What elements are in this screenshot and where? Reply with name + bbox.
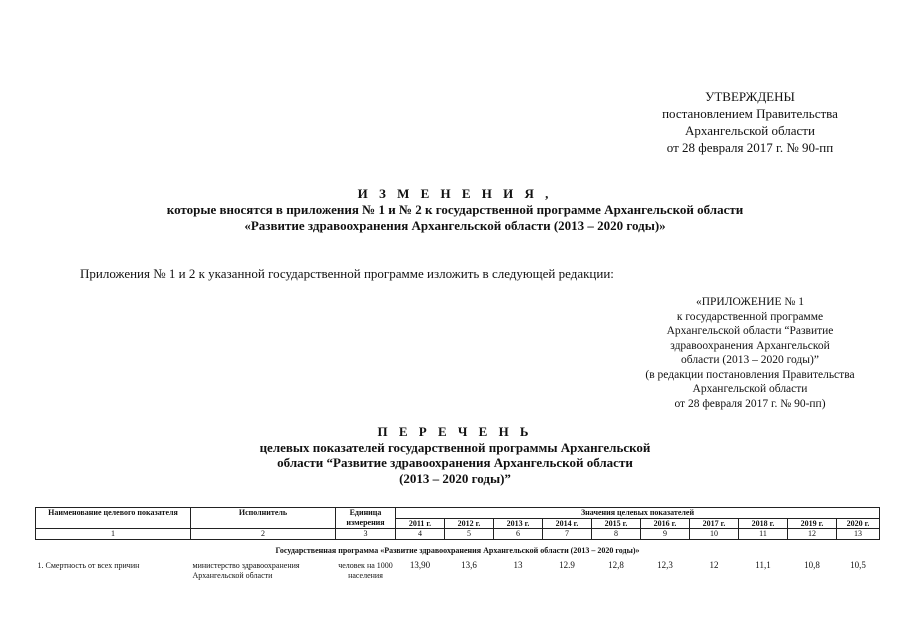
changes-subtitle-line: «Развитие здравоохранения Архангельской области (2013 – 2020 годы)»	[244, 218, 666, 233]
appendix-line: области (2013 – 2020 годы)”	[681, 354, 819, 366]
row-executor: министерство здравоохранения Архангельской области	[192, 561, 300, 580]
list-subtitle-line: целевых показателей государственной программы Архангельской	[259, 439, 651, 455]
header-values-group: Значения целевых показателей	[396, 508, 880, 519]
row-value: 13	[513, 560, 523, 570]
row-value: 12,8	[608, 560, 624, 570]
row-name: 1. Смертность от всех причин	[37, 561, 140, 570]
appendix-line: Архангельской области	[692, 383, 808, 395]
row-value: 12	[709, 560, 719, 570]
column-number: 5	[445, 529, 494, 540]
column-number: 13	[837, 529, 880, 540]
approval-title: УТВЕРЖДЕНЫ	[705, 89, 795, 104]
column-number: 7	[543, 529, 592, 540]
appendix-line: «ПРИЛОЖЕНИЕ № 1	[695, 296, 804, 308]
appendix-block	[600, 295, 900, 411]
indicators-table	[35, 507, 880, 580]
section-row	[36, 539, 880, 559]
appendix-line: здравоохранения Архангельской	[670, 339, 830, 352]
column-number: 4	[396, 529, 445, 540]
header-year: 2015 г.	[592, 518, 641, 529]
approval-line: постановлением Правительства	[662, 106, 838, 121]
header-year: 2018 г.	[739, 518, 788, 529]
appendix-line: к государственной программе	[676, 310, 824, 323]
header-year: 2014 г.	[543, 518, 592, 529]
section-title: Государственная программа «Развитие здравоохранения Архангельской области (2013 – 2020 годы)»	[275, 545, 640, 555]
header-year: 2019 г.	[788, 518, 837, 529]
column-number: 3	[336, 529, 396, 540]
header-name: Наименование целевого показателя	[36, 508, 191, 529]
column-number: 2	[191, 529, 336, 540]
header-unit: Единица измерения	[336, 508, 396, 529]
row-value: 12,3	[657, 560, 673, 570]
row-value: 11,1	[755, 560, 771, 570]
header-year: 2016 г.	[641, 518, 690, 529]
row-value: 13,6	[461, 560, 477, 570]
appendix-line: Архангельской области “Развитие	[666, 325, 834, 337]
column-number: 9	[641, 529, 690, 540]
column-number: 6	[494, 529, 543, 540]
table-row	[36, 559, 880, 580]
list-subtitle-line: (2013 – 2020 годы)”	[399, 470, 511, 486]
row-unit: человек на 1000 населения	[338, 561, 393, 580]
list-heading: П Е Р Е Ч Е Н Ь	[377, 424, 533, 439]
column-number: 12	[788, 529, 837, 540]
row-value: 12.9	[559, 560, 575, 570]
appendix-line: от 28 февраля 2017 г. № 90-пп)	[674, 397, 826, 410]
header-year: 2017 г.	[690, 518, 739, 529]
column-number: 11	[739, 529, 788, 540]
header-year: 2013 г.	[494, 518, 543, 529]
list-heading-block	[60, 424, 850, 486]
column-number: 8	[592, 529, 641, 540]
approval-line: Архангельской области	[685, 123, 815, 138]
header-executor: Исполнитель	[191, 508, 336, 529]
changes-subtitle-line: которые вносятся в приложения № 1 и № 2 к государственной программе Архангельской области	[166, 202, 744, 217]
list-subtitle-line: области “Развитие здравоохранения Архангельской области	[277, 455, 633, 470]
column-number: 10	[690, 529, 739, 540]
approval-block	[600, 88, 900, 156]
changes-heading: И З М Е Н Е Н И Я ,	[357, 186, 553, 201]
header-year: 2011 г.	[396, 518, 445, 529]
header-year: 2012 г.	[445, 518, 494, 529]
row-value: 13,90	[409, 560, 431, 570]
column-number-row	[36, 529, 880, 540]
row-value: 10,8	[804, 560, 820, 570]
changes-heading-block	[60, 186, 850, 234]
appendix-line: (в редакции постановления Правительства	[645, 368, 855, 381]
header-year: 2020 г.	[837, 518, 880, 529]
approval-line: от 28 февраля 2017 г. № 90-пп	[666, 140, 834, 155]
column-number: 1	[36, 529, 191, 540]
intro-paragraph: Приложения № 1 и 2 к указанной государственной программе изложить в следующей редакции:	[80, 266, 614, 281]
row-value: 10,5	[850, 560, 866, 570]
